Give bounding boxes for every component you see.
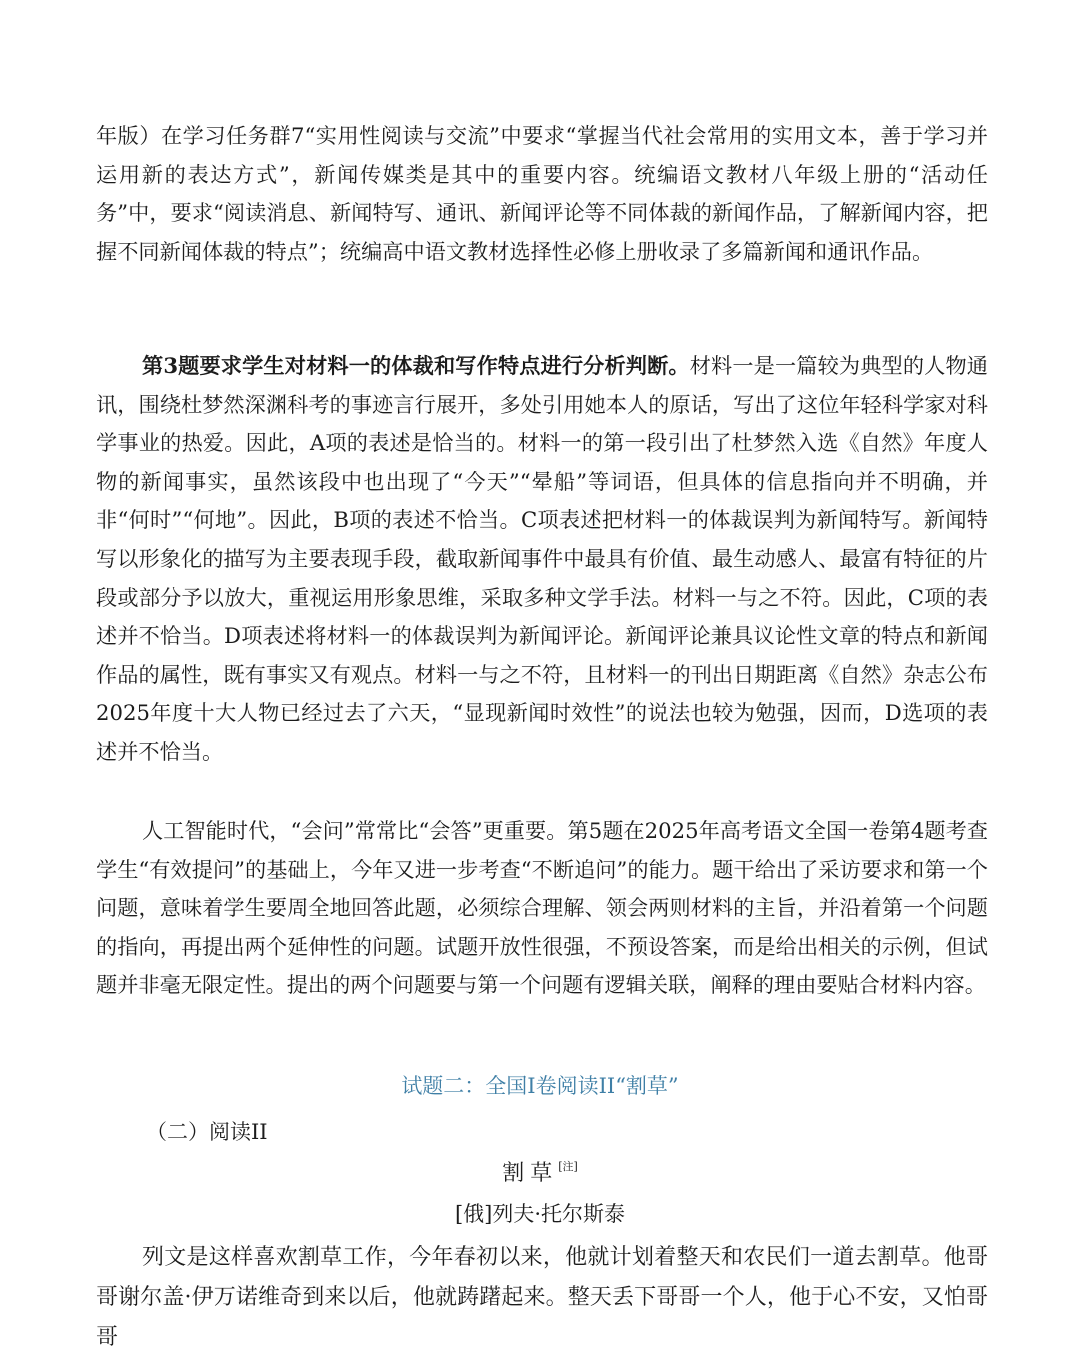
story-title (0, 1156, 1080, 1187)
paragraph-question-5: 人工智能时代，“会问”常常比“会答”更重要。第5题在2025年高考语文全国一卷第4题考查学生“有效提问”的基础上，今年又进一步考查“不断追问”的能力。题干给出了采访要求和第一个问题，意味着学生要周全地回答此题，必须综合理解、领会两则材料的主旨，并沿着第一个问题的指向，再提出两个延伸性的问题。试题开放性很强，不预设答案，而是给出相关的示例，但试题并非毫无限定性。提出的两个问题要与第一个问题有逻辑关联，阐释的理由要贴合材料内容。 (96, 818, 988, 998)
paragraph-question-3 (96, 347, 988, 772)
section-heading: 试题二：全国I卷阅读II“割草” (401, 1074, 679, 1098)
story-text: 列文是这样喜欢割草工作，今年春初以来，他就计划着整天和农民们一道去割草。他哥哥谢尔盖·伊万诺维奇到来以后，他就踌躇起来。整天丢下哥哥一个人，他于心不安，又怕哥哥 (96, 1245, 988, 1350)
footnote-marker: [注] (558, 1160, 578, 1173)
paragraph-lead-bold: 第3题要求学生对材料一的体裁和写作特点进行分析判断。 (142, 353, 690, 378)
paragraph-curriculum: 年版）在学习任务群7“实用性阅读与交流”中要求“掌握当代社会常用的实用文本，善于学习并运用新的表达方式”，新闻传媒类是其中的重要内容。统编语文教材八年级上册的“活动任务”中，要求“阅读消息、新闻特写、通讯、新闻评论等不同体裁的新闻作品，了解新闻内容，把握不同新闻体裁的特点”；统编高中语文教材选择性必修上册收录了多篇新闻和通讯作品。 (96, 123, 988, 264)
story-author: [俄]列夫·托尔斯泰 (454, 1202, 626, 1226)
paragraph-body: 材料一是一篇较为典型的人物通讯，围绕杜梦然深渊科考的事迹言行展开，多处引用她本人的原话，写出了这位年轻科学家对科学事业的热爱。因此，A项的表述是恰当的。材料一的第一段引出了杜梦然入选《自然》年度人物的新闻事实，虽然该段中也出现了“今天”“晕船”等词语，但具体的信息指向并不明确，并非“何时”“何地”。因此，B项的表述不恰当。C项表述把材料一的体裁误判为新闻特写。新闻特写以形象化的描写为主要表现手段，截取新闻事件中最具有价值、最生动感人、最富有特征的片段或部分予以放大，重视运用形象思维，采取多种文学手法。材料一与之不符。因此，C项的表述并不恰当。D项表述将材料一的体裁误判为新闻评论。新闻评论兼具议论性文章的特点和新闻作品的属性，既有事实又有观点。材料一与之不符，且材料一的刊出日期距离《自然》杂志公布2025年度十大人物已经过去了六天，“显现新闻时效性”的说法也较为勉强，因而，D选项的表述并不恰当。 (96, 353, 988, 764)
reading-subheading: （二）阅读II (146, 1120, 268, 1144)
story-title-text: 割草 (502, 1161, 559, 1186)
